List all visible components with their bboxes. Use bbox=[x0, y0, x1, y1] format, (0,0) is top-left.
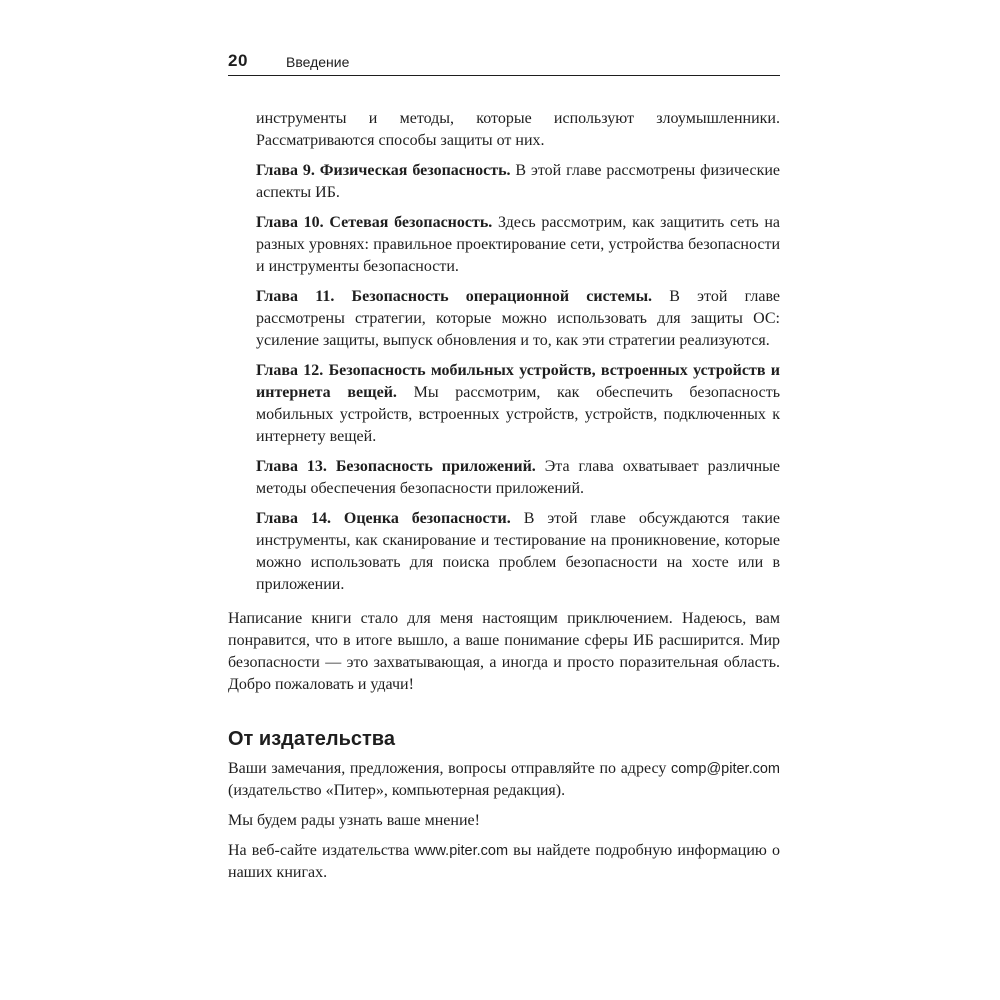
chapter-description: В этой главе рассмотрены физические аспекты ИБ. bbox=[256, 162, 781, 201]
chapter-item-13 bbox=[256, 456, 780, 500]
chapter-description: Мы рассмотрим, как обеспечить безопасность мобильных устройств, встроенных устройств, устройств, подключенных к интернету вещей. bbox=[256, 384, 780, 445]
chapter-title: Глава 10. Сетевая безопасность. bbox=[256, 214, 493, 231]
publisher-opinion-paragraph: Мы будем рады узнать ваше мнение! bbox=[228, 812, 480, 829]
contact-text: Ваши замечания, предложения, вопросы отправляйте по адресу bbox=[228, 760, 671, 777]
chapter-item-10 bbox=[256, 212, 780, 278]
publisher-email: comp@piter.com bbox=[670, 761, 780, 777]
page-body bbox=[228, 108, 780, 892]
website-text-end: вы найдете подробную информацию о наших книгах. bbox=[228, 842, 781, 881]
chapter-item-11 bbox=[256, 286, 780, 352]
page-header bbox=[228, 50, 780, 76]
chapter-title: Глава 12. Безопасность мобильных устройств, встроенных устройств и интернета вещей. bbox=[256, 362, 780, 401]
chapter-item-14 bbox=[256, 508, 780, 596]
contact-text-end: (издательство «Питер», компьютерная редакция). bbox=[228, 782, 566, 799]
publisher-heading: От издательства bbox=[228, 728, 395, 750]
chapter-title: Глава 11. Безопасность операционной системы. bbox=[256, 288, 653, 305]
chapter-title: Глава 14. Оценка безопасности. bbox=[256, 510, 511, 527]
publisher-website: www.piter.com bbox=[414, 843, 509, 859]
closing-paragraph: Написание книги стало для меня настоящим приключением. Надеюсь, вам понравится, что в итоге вышло, а ваше понимание сферы ИБ расширится. Мир безопасности — это захватывающая, а иногда и просто поразительная область. Добро пожаловать и удачи! bbox=[228, 610, 780, 693]
chapter-list bbox=[228, 108, 780, 596]
website-text: На веб-сайте издательства bbox=[228, 842, 415, 859]
chapter-item-9 bbox=[256, 160, 780, 204]
publisher-website-paragraph bbox=[228, 840, 780, 884]
chapter-description: В этой главе обсуждаются такие инструменты, как сканирование и тестирование на проникновение, которые можно использовать для поиска проблем безопасности на хосте или в приложении. bbox=[256, 510, 781, 593]
publisher-contact-paragraph bbox=[228, 758, 780, 802]
chapter-item-12 bbox=[256, 360, 780, 448]
chapter-description: Здесь рассмотрим, как защитить сеть на разных уровнях: правильное проектирование сети, устройства безопасности и инструменты безопасности. bbox=[256, 214, 780, 275]
chapter-title: Глава 13. Безопасность приложений. bbox=[256, 458, 536, 475]
page-number: 20 bbox=[228, 51, 248, 70]
running-title: Введение bbox=[286, 54, 350, 70]
chapter-description: В этой главе рассмотрены стратегии, которые можно использовать для защиты ОС: усиление защиты, выпуск обновления и то, как эти стратегии реализуются. bbox=[256, 288, 781, 349]
chapter-description: Эта глава охватывает различные методы обеспечения безопасности приложений. bbox=[256, 458, 780, 497]
chapter-continuation: инструменты и методы, которые используют злоумышленники. Рассматриваются способы защиты от них. bbox=[256, 110, 780, 149]
chapter-title: Глава 9. Физическая безопасность. bbox=[256, 162, 511, 179]
